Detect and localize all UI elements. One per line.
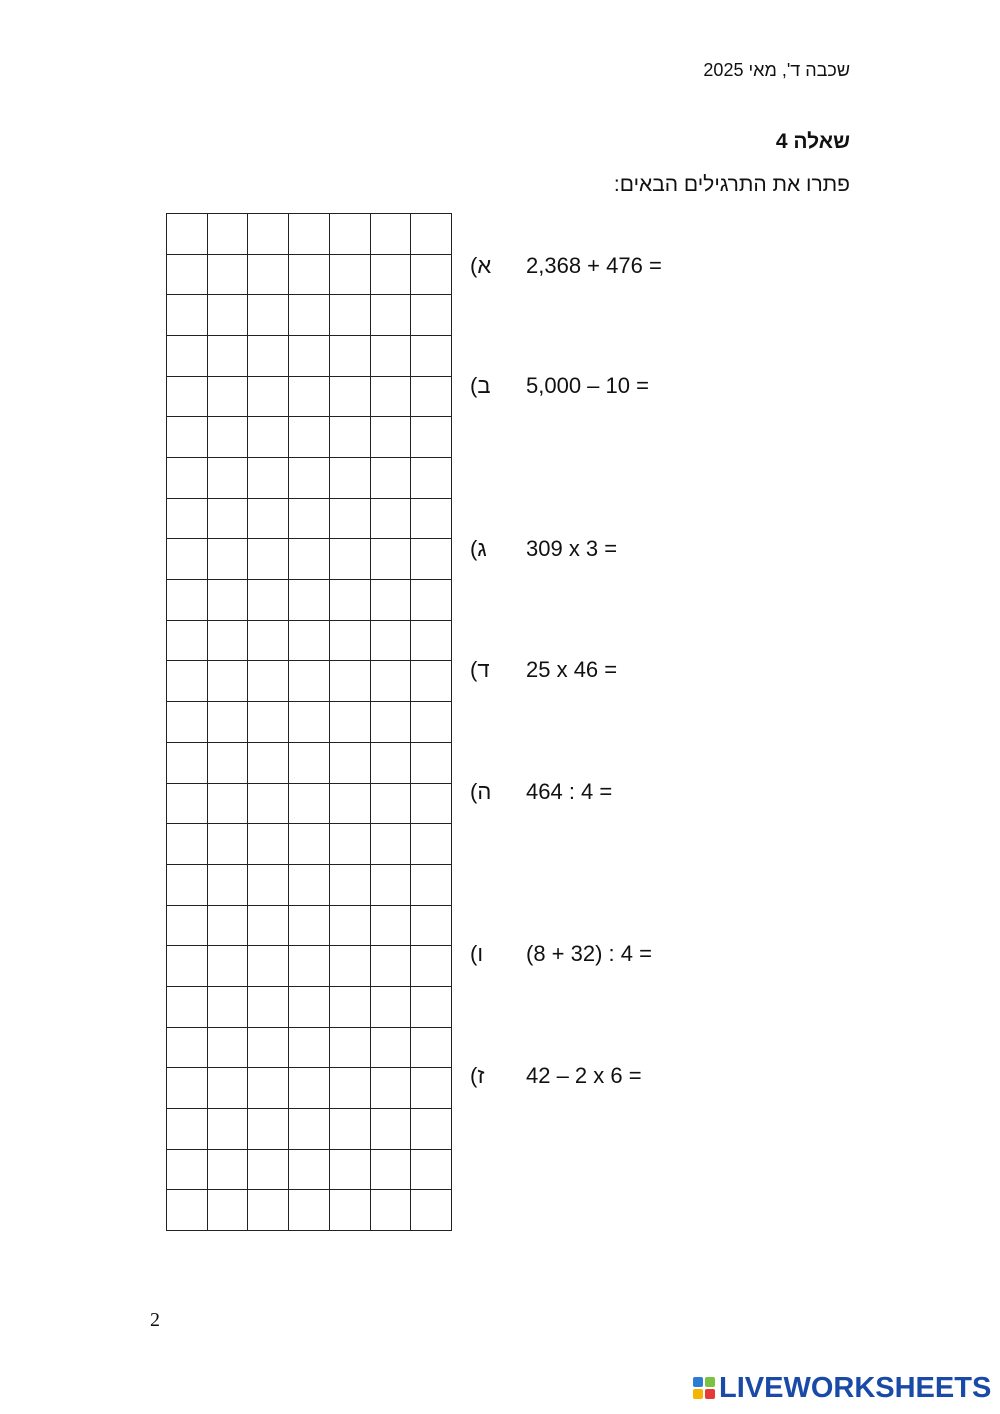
grid-cell[interactable] xyxy=(208,580,249,621)
grid-cell[interactable] xyxy=(167,377,208,418)
grid-cell[interactable] xyxy=(371,743,412,784)
grid-cell[interactable] xyxy=(289,946,330,987)
exercise-label: א) xyxy=(470,253,492,278)
grid-cell[interactable] xyxy=(411,377,452,418)
grid-cell[interactable] xyxy=(167,906,208,947)
grid-cell[interactable] xyxy=(167,539,208,580)
grid-cell[interactable] xyxy=(167,987,208,1028)
grid-cell[interactable] xyxy=(330,539,371,580)
grid-cell[interactable] xyxy=(411,1028,452,1069)
grid-cell[interactable] xyxy=(248,865,289,906)
grid-cell[interactable] xyxy=(411,1109,452,1150)
grid-cell[interactable] xyxy=(330,1068,371,1109)
grid-cell[interactable] xyxy=(330,377,371,418)
grid-cell[interactable] xyxy=(289,336,330,377)
grid-cell[interactable] xyxy=(411,458,452,499)
grid-cell[interactable] xyxy=(167,743,208,784)
grid-cell[interactable] xyxy=(208,255,249,296)
grid-cell[interactable] xyxy=(411,743,452,784)
grid-cell[interactable] xyxy=(167,784,208,825)
grid-cell[interactable] xyxy=(208,987,249,1028)
grid-cell[interactable] xyxy=(330,458,371,499)
grid-cell[interactable] xyxy=(330,336,371,377)
grid-cell[interactable] xyxy=(330,865,371,906)
grid-cell[interactable] xyxy=(208,906,249,947)
exercise-item xyxy=(470,939,652,969)
exercise-expression: 309 x 3 = xyxy=(526,536,618,561)
grid-cell[interactable] xyxy=(289,661,330,702)
grid-cell[interactable] xyxy=(208,1068,249,1109)
grid-cell[interactable] xyxy=(289,255,330,296)
grid-cell[interactable] xyxy=(248,946,289,987)
grid-cell[interactable] xyxy=(330,295,371,336)
grid-cell[interactable] xyxy=(411,946,452,987)
grid-cell[interactable] xyxy=(330,702,371,743)
grid-cell[interactable] xyxy=(371,539,412,580)
grid-cell[interactable] xyxy=(289,824,330,865)
grid-cell[interactable] xyxy=(208,784,249,825)
grid-cell[interactable] xyxy=(248,295,289,336)
grid-cell[interactable] xyxy=(289,1068,330,1109)
grid-cell[interactable] xyxy=(289,499,330,540)
grid-cell[interactable] xyxy=(248,621,289,662)
exercise-label: ב) xyxy=(470,373,491,398)
grid-cell[interactable] xyxy=(167,458,208,499)
grid-cell[interactable] xyxy=(289,539,330,580)
grid-cell[interactable] xyxy=(411,255,452,296)
grid-cell[interactable] xyxy=(330,661,371,702)
grid-cell[interactable] xyxy=(371,580,412,621)
exercise-expression: 42 – 2 x 6 = xyxy=(526,1063,642,1088)
grid-cell[interactable] xyxy=(411,1068,452,1109)
grid-cell[interactable] xyxy=(371,621,412,662)
grid-cell[interactable] xyxy=(371,987,412,1028)
grid-cell[interactable] xyxy=(330,214,371,255)
scratch-grid[interactable] xyxy=(166,213,452,1231)
grid-cell[interactable] xyxy=(411,1190,452,1231)
exercise-label: ו) xyxy=(470,941,484,966)
brand-footer[interactable] xyxy=(693,1370,991,1406)
grid-cell[interactable] xyxy=(208,743,249,784)
grid-cell[interactable] xyxy=(289,377,330,418)
grid-cell[interactable] xyxy=(371,702,412,743)
liveworksheets-logo-icon xyxy=(693,1377,715,1399)
grid-cell[interactable] xyxy=(248,214,289,255)
grid-cell[interactable] xyxy=(330,946,371,987)
grid-cell[interactable] xyxy=(167,1190,208,1231)
grid-cell[interactable] xyxy=(371,1028,412,1069)
grid-cell[interactable] xyxy=(208,214,249,255)
exercise-item xyxy=(470,655,617,685)
grid-cell[interactable] xyxy=(289,417,330,458)
exercise-expression: 2,368 + 476 = xyxy=(526,253,662,278)
grid-cell[interactable] xyxy=(167,580,208,621)
grid-cell[interactable] xyxy=(289,458,330,499)
brand-name: LIVEWORKSHEETS xyxy=(719,1371,992,1404)
grid-cell[interactable] xyxy=(330,906,371,947)
grid-cell[interactable] xyxy=(411,702,452,743)
grid-cell[interactable] xyxy=(371,824,412,865)
grid-cell[interactable] xyxy=(330,417,371,458)
exercise-expression: 464 : 4 = xyxy=(526,779,613,804)
grid-cell[interactable] xyxy=(248,458,289,499)
grid-cell[interactable] xyxy=(330,987,371,1028)
grid-cell[interactable] xyxy=(248,661,289,702)
grid-cell[interactable] xyxy=(330,824,371,865)
grid-cell[interactable] xyxy=(167,1068,208,1109)
grid-cell[interactable] xyxy=(208,458,249,499)
grid-cell[interactable] xyxy=(248,1068,289,1109)
grid-cell[interactable] xyxy=(330,499,371,540)
grid-cell[interactable] xyxy=(371,499,412,540)
grid-cell[interactable] xyxy=(167,417,208,458)
grid-cell[interactable] xyxy=(167,824,208,865)
grid-cell[interactable] xyxy=(208,417,249,458)
grid-cell[interactable] xyxy=(208,702,249,743)
grid-cell[interactable] xyxy=(371,1109,412,1150)
exercise-item xyxy=(470,251,662,281)
grid-cell[interactable] xyxy=(411,1150,452,1191)
grid-cell[interactable] xyxy=(208,946,249,987)
grid-cell[interactable] xyxy=(248,743,289,784)
grid-cell[interactable] xyxy=(289,621,330,662)
grid-cell[interactable] xyxy=(330,1150,371,1191)
grid-cell[interactable] xyxy=(371,377,412,418)
grid-cell[interactable] xyxy=(167,621,208,662)
exercise-item xyxy=(470,534,617,564)
grid-cell[interactable] xyxy=(330,784,371,825)
grid-cell[interactable] xyxy=(248,702,289,743)
grid-cell[interactable] xyxy=(289,214,330,255)
grid-cell[interactable] xyxy=(411,784,452,825)
grid-cell[interactable] xyxy=(411,336,452,377)
grid-cell[interactable] xyxy=(411,539,452,580)
grid-cell[interactable] xyxy=(167,702,208,743)
grid-cell[interactable] xyxy=(371,661,412,702)
grid-cell[interactable] xyxy=(330,255,371,296)
grid-cell[interactable] xyxy=(371,417,412,458)
grid-cell[interactable] xyxy=(167,1028,208,1069)
grid-cell[interactable] xyxy=(289,987,330,1028)
exercise-label: ה) xyxy=(470,779,492,804)
grid-cell[interactable] xyxy=(371,214,412,255)
grid-cell[interactable] xyxy=(411,824,452,865)
grid-cell[interactable] xyxy=(167,946,208,987)
grid-cell[interactable] xyxy=(289,743,330,784)
grid-cell[interactable] xyxy=(248,336,289,377)
grid-cell[interactable] xyxy=(411,865,452,906)
grid-cell[interactable] xyxy=(330,1190,371,1231)
grid-cell[interactable] xyxy=(371,336,412,377)
exercise-label: ד) xyxy=(470,657,490,682)
grid-cell[interactable] xyxy=(289,1109,330,1150)
grid-cell[interactable] xyxy=(208,295,249,336)
grid-cell[interactable] xyxy=(411,295,452,336)
grid-cell[interactable] xyxy=(248,1109,289,1150)
grid-cell[interactable] xyxy=(167,255,208,296)
grade-date-header: שכבה ד', מאי 2025 xyxy=(703,60,850,80)
grid-cell[interactable] xyxy=(330,1109,371,1150)
grid-cell[interactable] xyxy=(330,621,371,662)
grid-cell[interactable] xyxy=(371,946,412,987)
grid-cell[interactable] xyxy=(208,1028,249,1069)
grid-cell[interactable] xyxy=(248,1150,289,1191)
grid-cell[interactable] xyxy=(289,1190,330,1231)
grid-cell[interactable] xyxy=(289,1028,330,1069)
question-title: שאלה 4 xyxy=(775,130,850,153)
grid-cell[interactable] xyxy=(248,987,289,1028)
grid-cell[interactable] xyxy=(248,539,289,580)
grid-cell[interactable] xyxy=(167,1150,208,1191)
grid-cell[interactable] xyxy=(289,906,330,947)
grid-cell[interactable] xyxy=(208,621,249,662)
exercise-item xyxy=(470,777,612,807)
exercise-label: ג) xyxy=(470,536,487,561)
exercise-expression: 25 x 46 = xyxy=(526,657,618,682)
grid-cell[interactable] xyxy=(411,906,452,947)
grid-cell[interactable] xyxy=(371,255,412,296)
exercise-expression: 5,000 – 10 = xyxy=(526,373,649,398)
grid-cell[interactable] xyxy=(248,499,289,540)
page-number: 2 xyxy=(150,1309,160,1331)
grid-cell[interactable] xyxy=(208,824,249,865)
grid-cell[interactable] xyxy=(289,1150,330,1191)
grid-cell[interactable] xyxy=(167,336,208,377)
grid-cell[interactable] xyxy=(208,1190,249,1231)
grid-cell[interactable] xyxy=(411,661,452,702)
grid-cell[interactable] xyxy=(167,295,208,336)
grid-cell[interactable] xyxy=(330,580,371,621)
grid-cell[interactable] xyxy=(289,702,330,743)
exercise-item xyxy=(470,1061,642,1091)
grid-cell[interactable] xyxy=(167,214,208,255)
question-instructions: פתרו את התרגילים הבאים: xyxy=(613,173,850,196)
grid-cell[interactable] xyxy=(371,784,412,825)
grid-cell[interactable] xyxy=(248,906,289,947)
grid-cell[interactable] xyxy=(248,824,289,865)
grid-cell[interactable] xyxy=(248,417,289,458)
grid-cell[interactable] xyxy=(248,1190,289,1231)
grid-cell[interactable] xyxy=(411,214,452,255)
grid-cell[interactable] xyxy=(371,865,412,906)
grid-cell[interactable] xyxy=(371,906,412,947)
grid-cell[interactable] xyxy=(167,865,208,906)
grid-cell[interactable] xyxy=(167,661,208,702)
exercise-expression: (8 + 32) : 4 = xyxy=(526,941,652,966)
grid-cell[interactable] xyxy=(411,417,452,458)
grid-cell[interactable] xyxy=(371,1068,412,1109)
grid-cell[interactable] xyxy=(330,743,371,784)
grid-cell[interactable] xyxy=(248,377,289,418)
grid-cell[interactable] xyxy=(208,865,249,906)
grid-cell[interactable] xyxy=(371,1190,412,1231)
grid-cell[interactable] xyxy=(371,1150,412,1191)
grid-cell[interactable] xyxy=(167,1109,208,1150)
grid-cell[interactable] xyxy=(411,987,452,1028)
grid-cell[interactable] xyxy=(208,1109,249,1150)
grid-cell[interactable] xyxy=(208,499,249,540)
grid-cell[interactable] xyxy=(330,1028,371,1069)
exercise-label: ז) xyxy=(470,1063,485,1088)
exercise-item xyxy=(470,371,649,401)
grid-cell[interactable] xyxy=(248,1028,289,1069)
grid-cell[interactable] xyxy=(411,621,452,662)
grid-cell[interactable] xyxy=(371,458,412,499)
grid-cell[interactable] xyxy=(289,580,330,621)
grid-cell[interactable] xyxy=(248,255,289,296)
grid-cell[interactable] xyxy=(248,580,289,621)
grid-cell[interactable] xyxy=(411,499,452,540)
grid-cell[interactable] xyxy=(167,499,208,540)
grid-cell[interactable] xyxy=(208,539,249,580)
grid-cell[interactable] xyxy=(208,661,249,702)
grid-cell[interactable] xyxy=(371,295,412,336)
grid-cell[interactable] xyxy=(208,1150,249,1191)
grid-cell[interactable] xyxy=(289,295,330,336)
grid-cell[interactable] xyxy=(208,336,249,377)
grid-cell[interactable] xyxy=(289,865,330,906)
grid-cell[interactable] xyxy=(248,784,289,825)
grid-cell[interactable] xyxy=(411,580,452,621)
grid-cell[interactable] xyxy=(208,377,249,418)
grid-cell[interactable] xyxy=(289,784,330,825)
